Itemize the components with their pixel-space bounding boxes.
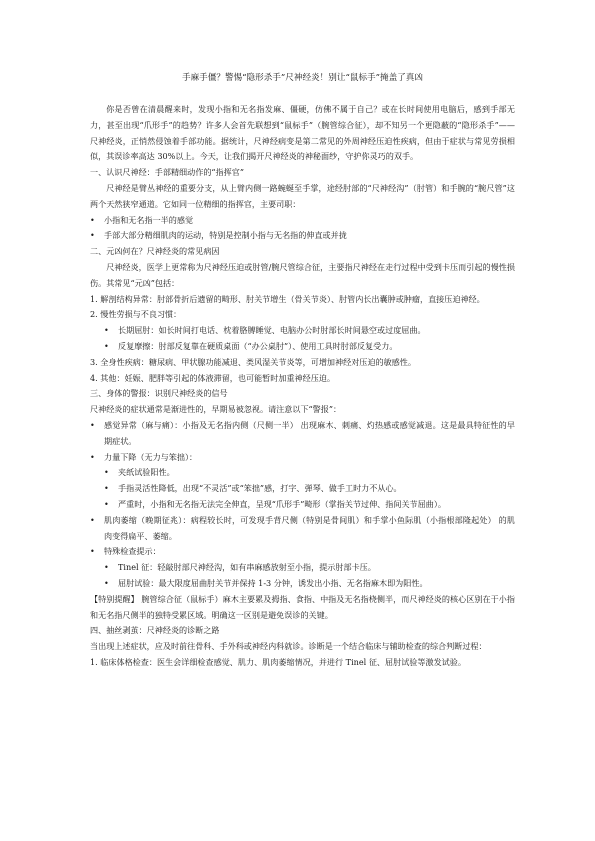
section-2-sublist xyxy=(90,323,515,355)
numbered-item: 1. 临床体格检查：医生会详细检查感觉、肌力、肌肉萎缩情况，并进行 Tinel 征、屈肘试验等激发试验。 xyxy=(90,656,466,667)
list-item: • 反复摩擦：肘部反复靠在硬质桌面（“办公桌肘”）、使用工具时肘部反复受力。 xyxy=(90,339,515,355)
list-item: • 力量下降（无力与笨拙）： xyxy=(90,450,515,466)
section-heading-3: 三、身体的警报：识别尺神经炎的信号 xyxy=(90,388,228,399)
list-item: • 小指和无名指一半的感觉 xyxy=(90,213,515,229)
section-2-paragraph: 尺神经炎，医学上更常称为尺神经压迫或肘管/腕尺管综合征，主要指尺神经在走行过程中受到卡压而引起的慢性损伤。其常见“元凶”包括： xyxy=(90,261,515,288)
numbered-item: 3. 全身性疾病：糖尿病、甲状腺功能减退、类风湿关节炎等，可增加神经对压迫的敏感性。 xyxy=(90,356,416,367)
numbered-item: 1. 解剖结构异常：肘部骨折后遗留的畸形、肘关节增生（骨关节炎）、肘管内长出囊肿或肿瘤，直接压迫神经。 xyxy=(90,293,485,304)
list-item: • 严重时，小指和无名指无法完全伸直，呈现“爪形手”畸形（掌指关节过伸、指间关节屈曲）。 xyxy=(90,497,515,513)
intro-paragraph: 你是否曾在清晨醒来时，发现小指和无名指发麻、僵硬，仿佛不属于自己？或在长时间使用电脑后，感到手部无力，甚至出现“爪形手”的趋势？许多人会首先联想到“鼠标手”（腕管综合征），却不知另一个更隐蔽的“隐形杀手”——尺神经炎，正悄然侵蚀着手部功能。据统计，尺神经病变是第二常见的外周神经压迫性疾病，但由于症状与常见劳损相似，其误诊率高达 30%以上。今天，让我们揭开尺神经炎的神秘面纱，守护你灵巧的双手。 xyxy=(90,104,515,162)
list-item: • 肌肉萎缩（晚期征兆）：病程较长时，可发现手背尺侧（特别是骨间肌）和手掌小鱼际肌（小指根部隆起处） 的肌肉变得扁平、萎缩。 xyxy=(90,513,515,545)
section-3-list xyxy=(90,418,515,592)
section-1-list xyxy=(90,213,515,245)
list-item: • 感觉异常（麻与痛）：小指及无名指内侧（尺侧一半） 出现麻木、刺痛、灼热感或感觉减退。这是最具特征性的早期症状。 xyxy=(90,418,515,450)
section-4-paragraph: 当出现上述症状，应及时前往骨科、手外科或神经内科就诊。诊断是一个结合临床与辅助检查的综合判断过程： xyxy=(90,641,487,652)
special-note: 【特别提醒】 腕管综合征（鼠标手）麻木主要累及拇指、食指、中指及无名指桡侧半，而尺神经炎的核心区别在于小指和无名指尺侧半的独特受累区域。明确这一区别是避免误诊的关键。 xyxy=(90,593,515,620)
section-heading-2: 二、元凶何在？尺神经炎的常见病因 xyxy=(90,246,220,257)
document-page xyxy=(90,72,515,671)
numbered-item: 2. 慢性劳损与不良习惯： xyxy=(90,309,182,320)
article-title: 手麻手僵？警惕“隐形杀手”尺神经炎！别让“鼠标手”掩盖了真凶 xyxy=(181,73,423,83)
list-item: • 手部大部分精细肌肉的运动，特别是控制小指与无名指的伸直或并拢 xyxy=(90,228,515,244)
list-item: • 夹纸试验阳性。 xyxy=(90,465,515,481)
list-item: • 特殊检查提示： xyxy=(90,544,515,560)
section-1-paragraph: 尺神经是臂丛神经的重要分支，从上臂内侧一路蜿蜒至手掌，途经肘部的“尺神经沟”（肘管）和手腕的“腕尺管”这两个天然狭窄通道。它如同一位精细的指挥官，主要司职： xyxy=(90,182,515,209)
section-heading-4: 四、抽丝剥茧：尺神经炎的诊断之路 xyxy=(90,625,220,636)
section-heading-1: 一、认识尺神经：手部精细动作的“指挥官” xyxy=(90,167,244,178)
section-3-paragraph: 尺神经炎的症状通常是渐进性的，早期易被忽视。请注意以下“警报”： xyxy=(90,404,342,415)
list-item: • 长期屈肘：如长时间打电话、枕着胳膊睡觉、电脑办公时肘部长时间悬空或过度屈曲。 xyxy=(90,323,515,339)
list-item: • Tinel 征：轻敲肘部尺神经沟，如有串麻感放射至小指，提示肘部卡压。 xyxy=(90,560,515,576)
numbered-item: 4. 其他：妊娠、肥胖等引起的体液滞留，也可能暂时加重神经压迫。 xyxy=(90,372,336,383)
list-item: • 手指灵活性降低，出现“不灵活”或“笨拙”感，打字、弹琴、做手工时力不从心。 xyxy=(90,481,515,497)
list-item: • 屈肘试验：最大限度屈曲肘关节并保持 1-3 分钟，诱发出小指、无名指麻木即为阳性。 xyxy=(90,576,515,592)
